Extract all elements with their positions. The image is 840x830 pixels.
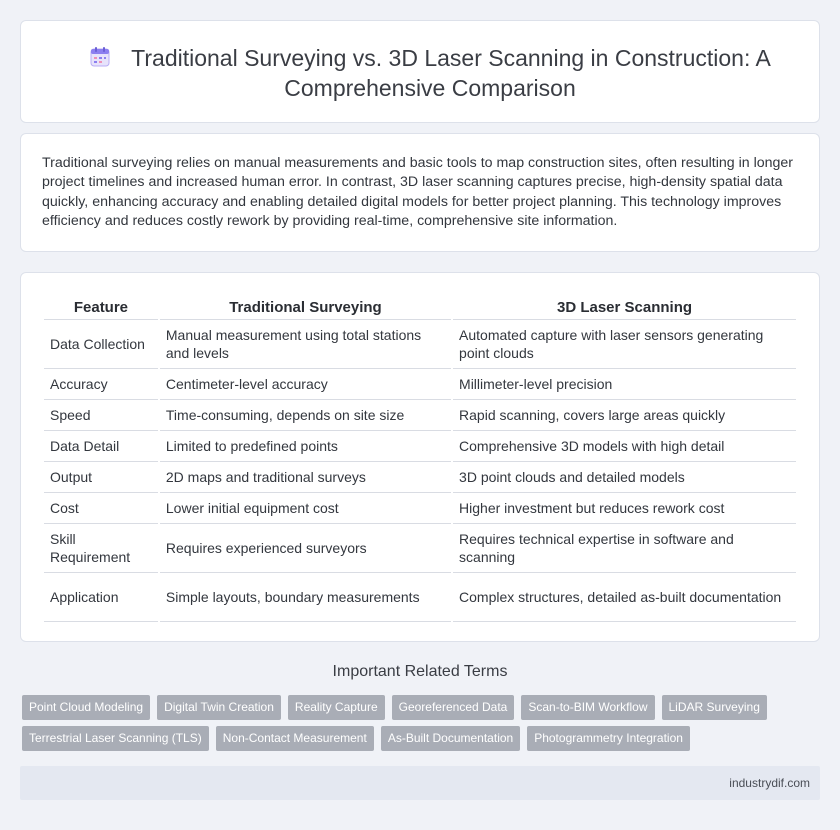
laser-cell: Automated capture with laser sensors generating point clouds bbox=[453, 320, 796, 369]
page-title-text: Traditional Surveying vs. 3D Laser Scanning in Construction: A Comprehensive Comparison bbox=[131, 45, 771, 101]
traditional-cell: Requires experienced surveyors bbox=[160, 524, 451, 573]
header-feature: Feature bbox=[44, 295, 158, 320]
term-tag[interactable]: Digital Twin Creation bbox=[157, 695, 281, 720]
table-row bbox=[44, 462, 796, 493]
term-tag[interactable]: Georeferenced Data bbox=[392, 695, 515, 720]
laser-cell: Complex structures, detailed as-built documentation bbox=[453, 573, 796, 622]
feature-cell: Speed bbox=[44, 400, 158, 431]
laser-cell: Rapid scanning, covers large areas quickly bbox=[453, 400, 796, 431]
traditional-cell: Centimeter-level accuracy bbox=[160, 369, 451, 400]
term-tag[interactable]: Point Cloud Modeling bbox=[22, 695, 150, 720]
comparison-table bbox=[42, 295, 798, 622]
comparison-card bbox=[20, 272, 820, 642]
laser-cell: 3D point clouds and detailed models bbox=[453, 462, 796, 493]
table-row bbox=[44, 573, 796, 622]
related-terms-list bbox=[22, 695, 802, 751]
table-row bbox=[44, 524, 796, 573]
traditional-cell: 2D maps and traditional surveys bbox=[160, 462, 451, 493]
feature-cell: Data Collection bbox=[44, 320, 158, 369]
header-card bbox=[20, 20, 820, 123]
laser-cell: Requires technical expertise in software and scanning bbox=[453, 524, 796, 573]
term-tag[interactable]: Photogrammetry Integration bbox=[527, 726, 690, 751]
laser-cell: Millimeter-level precision bbox=[453, 369, 796, 400]
traditional-cell: Lower initial equipment cost bbox=[160, 493, 451, 524]
intro-paragraph: Traditional surveying relies on manual measurements and basic tools to map construction sites, often resulting in longer project timelines and increased human error. In contrast, 3D laser scanning captures precise, high-density spatial data quickly, enhancing accuracy and enabling detailed digital models for better project planning. This technology improves efficiency and reduces costly rework by providing real-time, comprehensive site information. bbox=[42, 155, 794, 229]
footer bbox=[20, 766, 820, 800]
table-row bbox=[44, 431, 796, 462]
laser-cell: Comprehensive 3D models with high detail bbox=[453, 431, 796, 462]
table-row bbox=[44, 493, 796, 524]
related-terms-title: Important Related Terms bbox=[332, 663, 508, 680]
header-traditional: Traditional Surveying bbox=[160, 295, 451, 320]
table-row bbox=[44, 369, 796, 400]
feature-cell: Cost bbox=[44, 493, 158, 524]
calendar-icon bbox=[89, 46, 111, 68]
traditional-cell: Manual measurement using total stations and levels bbox=[160, 320, 451, 369]
feature-cell: Accuracy bbox=[44, 369, 158, 400]
traditional-cell: Simple layouts, boundary measurements bbox=[160, 573, 451, 622]
intro-card bbox=[20, 133, 820, 252]
feature-cell: Skill Requirement bbox=[44, 524, 158, 573]
footer-site-link[interactable]: industrydif.com bbox=[729, 776, 810, 790]
feature-cell: Output bbox=[44, 462, 158, 493]
table-row bbox=[44, 320, 796, 369]
feature-cell: Application bbox=[44, 573, 158, 622]
term-tag[interactable]: LiDAR Surveying bbox=[662, 695, 767, 720]
traditional-cell: Limited to predefined points bbox=[160, 431, 451, 462]
term-tag[interactable]: Non-Contact Measurement bbox=[216, 726, 374, 751]
term-tag[interactable]: Terrestrial Laser Scanning (TLS) bbox=[22, 726, 209, 751]
laser-cell: Higher investment but reduces rework cost bbox=[453, 493, 796, 524]
header-laser: 3D Laser Scanning bbox=[453, 295, 796, 320]
table-row bbox=[44, 400, 796, 431]
traditional-cell: Time-consuming, depends on site size bbox=[160, 400, 451, 431]
page-title bbox=[81, 43, 779, 103]
term-tag[interactable]: Scan-to-BIM Workflow bbox=[521, 695, 654, 720]
feature-cell: Data Detail bbox=[44, 431, 158, 462]
term-tag[interactable]: As-Built Documentation bbox=[381, 726, 520, 751]
term-tag[interactable]: Reality Capture bbox=[288, 695, 385, 720]
table-header-row bbox=[44, 295, 796, 320]
